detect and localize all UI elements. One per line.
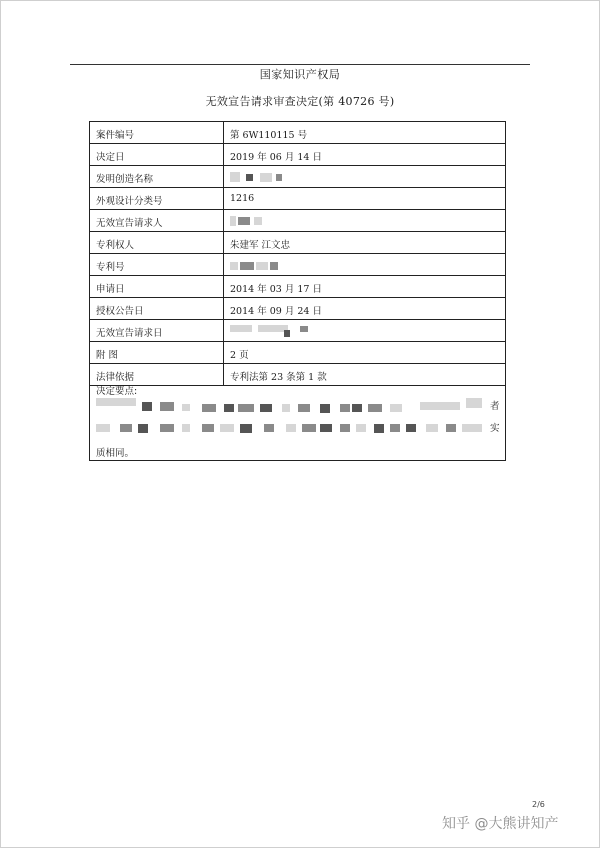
row-value: 2014 年 09 月 24 日 (230, 306, 322, 317)
redaction-mask (420, 402, 460, 410)
office-name: 国家知识产权局 (259, 68, 341, 81)
row-patent-number (90, 254, 505, 276)
redaction-mask (224, 404, 234, 412)
decision-points-tail: 质相同。 (96, 448, 135, 459)
decision-text-fragment: 实 (490, 423, 500, 434)
redaction-mask (160, 402, 174, 411)
redaction-mask (276, 174, 282, 181)
redaction-mask (340, 424, 350, 432)
row-invention-name (90, 166, 505, 188)
document-title: 无效宣告请求审查决定(第 40726 号) (205, 95, 395, 108)
redaction-mask (390, 424, 400, 432)
row-label: 法律依据 (96, 372, 135, 383)
redaction-mask (356, 424, 366, 432)
redaction-mask (466, 398, 482, 408)
redaction-mask (374, 424, 384, 433)
redaction-mask (182, 404, 190, 411)
redaction-mask (406, 424, 416, 432)
decision-points-label: 决定要点: (96, 386, 138, 397)
redaction-mask (254, 217, 262, 225)
row-label: 无效宣告请求日 (96, 328, 163, 339)
redaction-mask (446, 424, 456, 432)
redaction-mask (230, 262, 238, 270)
redaction-mask (286, 424, 296, 432)
redaction-mask (142, 402, 152, 411)
row-patentee (90, 232, 505, 254)
decision-text-fragment: 者 (490, 401, 500, 412)
header-rule (70, 64, 530, 65)
row-decision-date (90, 144, 505, 166)
redaction-mask (182, 424, 190, 432)
redaction-mask (340, 404, 350, 412)
redaction-mask (120, 424, 132, 432)
row-label: 专利号 (96, 262, 125, 273)
redaction-mask (238, 217, 250, 225)
row-label: 授权公告日 (96, 306, 144, 317)
redaction-mask (246, 174, 253, 181)
redaction-mask (160, 424, 174, 432)
redaction-mask (202, 424, 214, 432)
redaction-mask (320, 424, 332, 432)
row-value: 2019 年 06 月 14 日 (230, 152, 322, 163)
row-petitioner (90, 210, 505, 232)
redaction-mask (240, 262, 254, 270)
redaction-mask (240, 424, 252, 433)
row-label: 决定日 (96, 152, 125, 163)
row-design-class (90, 188, 505, 210)
row-label: 外观设计分类号 (96, 196, 163, 207)
page-number: 2/6 (532, 800, 545, 809)
redaction-mask (230, 325, 252, 332)
row-value: 专利法第 23 条第 1 款 (230, 372, 327, 383)
redaction-mask (230, 172, 240, 182)
row-value: 2014 年 03 月 17 日 (230, 284, 322, 295)
row-request-date (90, 320, 505, 342)
redaction-mask (138, 424, 148, 433)
redaction-mask (320, 404, 330, 413)
redaction-mask (202, 404, 216, 412)
row-application-date (90, 276, 505, 298)
redaction-mask (96, 424, 110, 432)
row-value: 第 6W110115 号 (230, 130, 308, 141)
row-label: 案件编号 (96, 130, 135, 141)
decision-form (89, 121, 506, 461)
row-value: 朱建军 江文忠 (230, 240, 291, 251)
redaction-mask (352, 404, 362, 412)
row-value: 2 页 (230, 350, 249, 361)
redaction-mask (260, 404, 272, 412)
redaction-mask (256, 262, 268, 270)
row-label: 发明创造名称 (96, 174, 154, 185)
redaction-mask (302, 424, 316, 432)
redaction-mask (390, 404, 402, 412)
row-label: 无效宣告请求人 (96, 218, 163, 229)
redaction-mask (462, 424, 482, 432)
row-value: 1216 (230, 193, 255, 204)
redaction-mask (238, 404, 254, 412)
redaction-mask (284, 330, 290, 337)
row-attachments (90, 342, 505, 364)
redaction-mask (96, 398, 136, 406)
redaction-mask (368, 404, 382, 412)
row-case-number (90, 122, 505, 144)
redaction-mask (282, 404, 290, 412)
row-grant-date (90, 298, 505, 320)
row-legal-basis (90, 364, 505, 386)
redaction-mask (298, 404, 310, 412)
redaction-mask (270, 262, 278, 270)
redaction-mask (426, 424, 438, 432)
redaction-mask (264, 424, 274, 432)
row-label: 附 图 (96, 350, 119, 361)
redaction-mask (300, 326, 308, 332)
watermark: 知乎 @大熊讲知产 (442, 816, 559, 832)
redaction-mask (220, 424, 234, 432)
redaction-mask (260, 173, 272, 182)
row-label: 申请日 (96, 284, 125, 295)
row-label: 专利权人 (96, 240, 135, 251)
redaction-mask (230, 216, 236, 226)
